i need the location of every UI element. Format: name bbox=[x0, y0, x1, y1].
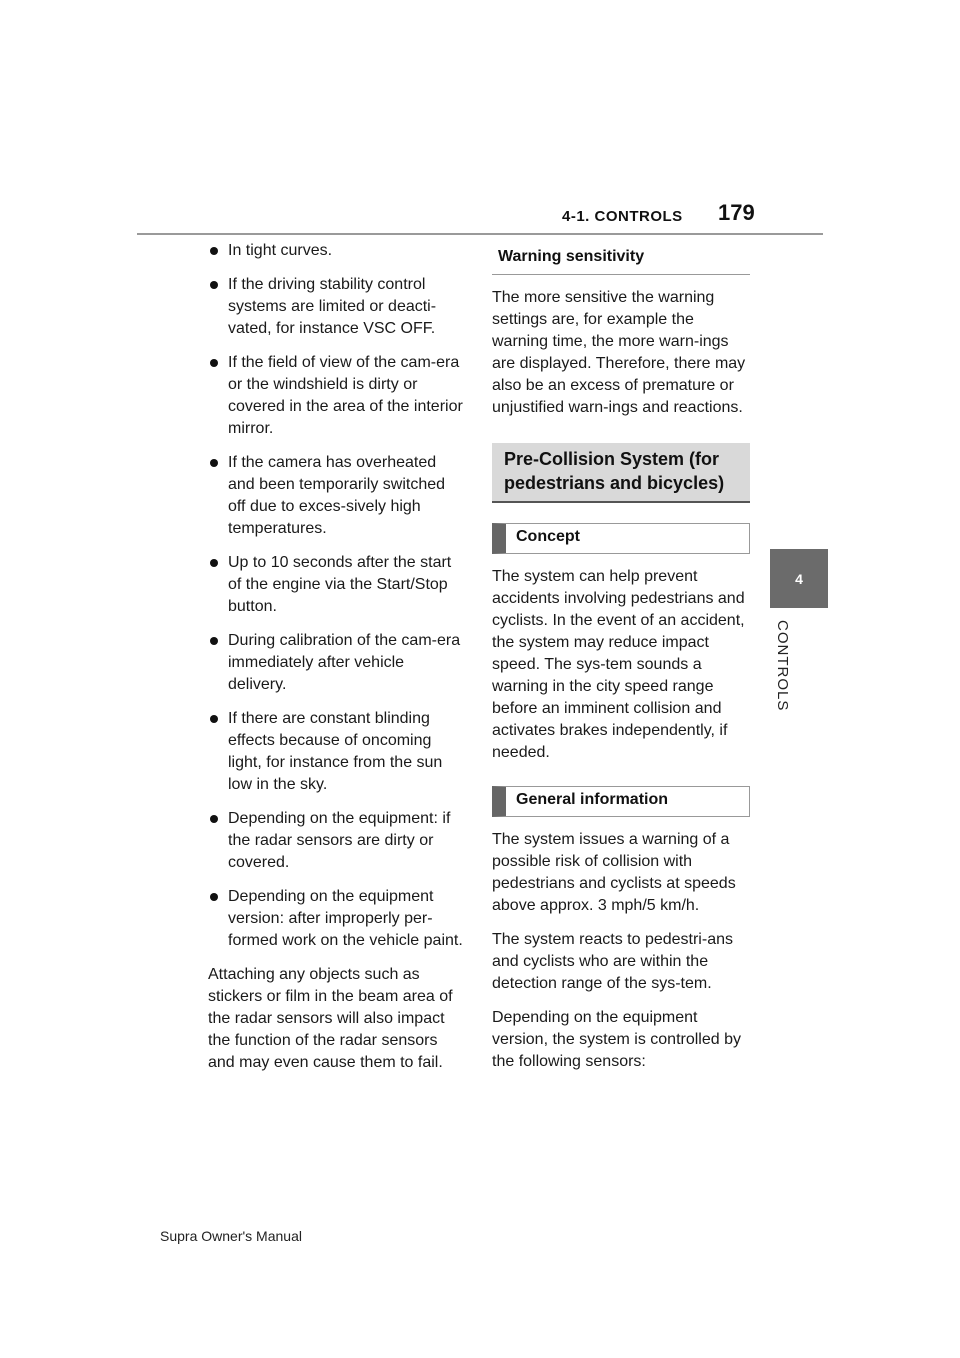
list-item: If there are constant blinding effects because of oncoming light, for instance from the sun low in the sky. bbox=[208, 708, 466, 796]
general-information-text-3: Depending on the equipment version, the system is controlled by the following sensors: bbox=[492, 1009, 741, 1070]
list-item: If the camera has overheated and been temporarily switched off due to exces-sively high temperatures. bbox=[208, 452, 466, 540]
list-item: Depending on the equipment: if the radar sensors are dirty or covered. bbox=[208, 808, 466, 874]
list-item: If the driving stability control systems are limited or deacti-vated, for instance VSC OFF. bbox=[208, 274, 466, 340]
page-number: 179 bbox=[718, 200, 755, 225]
list-item: Depending on the equipment version: after improperly per-formed work on the vehicle paint. bbox=[208, 886, 466, 952]
chapter-number: 4 bbox=[795, 570, 803, 587]
header-divider bbox=[137, 233, 823, 235]
warning-sensitivity-text: The more sensitive the warning settings are, for example the warning time, the more warn-ings are displayed. Therefore, there may also be an excess of premature or unjustified warn-ings and reactions. bbox=[492, 289, 746, 416]
section-label: 4-1. CONTROLS bbox=[562, 208, 683, 225]
warning-sensitivity-heading: Warning sensitivity bbox=[492, 242, 750, 275]
right-column bbox=[492, 242, 750, 1085]
concept-text: The system can help prevent accidents involving pedestrians and cyclists. In the event of an accident, the system may reduce impact speed. The sys-tem sounds a warning in the city speed range before an imminent collision and activates brakes independently, if needed. bbox=[492, 568, 745, 761]
page-header bbox=[0, 0, 960, 240]
chapter-label: CONTROLS bbox=[774, 620, 791, 712]
section-spacer bbox=[492, 776, 750, 786]
general-information-heading: General information bbox=[492, 786, 750, 817]
list-item: If the field of view of the cam-era or the windshield is dirty or covered in the area of the interior mirror. bbox=[208, 352, 466, 440]
general-information-text-1: The system issues a warning of a possible risk of collision with pedestrians and cyclists at speeds above approx. 3 mph/5 km/h. bbox=[492, 831, 736, 914]
list-item: Up to 10 seconds after the start of the engine via the Start/Stop button. bbox=[208, 552, 466, 618]
closing-paragraph: Attaching any objects such as stickers or film in the beam area of the radar sensors will also impact the function of the radar sensors and may even cause them to fail. bbox=[208, 966, 453, 1071]
concept-heading: Concept bbox=[492, 523, 750, 554]
chapter-tab bbox=[770, 549, 828, 608]
footer-manual-title: Supra Owner's Manual bbox=[160, 1228, 302, 1244]
list-item: In tight curves. bbox=[208, 240, 466, 262]
left-column bbox=[208, 240, 466, 1086]
list-item: During calibration of the cam-era immediately after vehicle delivery. bbox=[208, 630, 466, 696]
pre-collision-section-heading: Pre-Collision System (for pedestrians and bicycles) bbox=[492, 443, 750, 503]
general-information-text-2: The system reacts to pedestri-ans and cyclists who are within the detection range of the sys-tem. bbox=[492, 931, 733, 992]
